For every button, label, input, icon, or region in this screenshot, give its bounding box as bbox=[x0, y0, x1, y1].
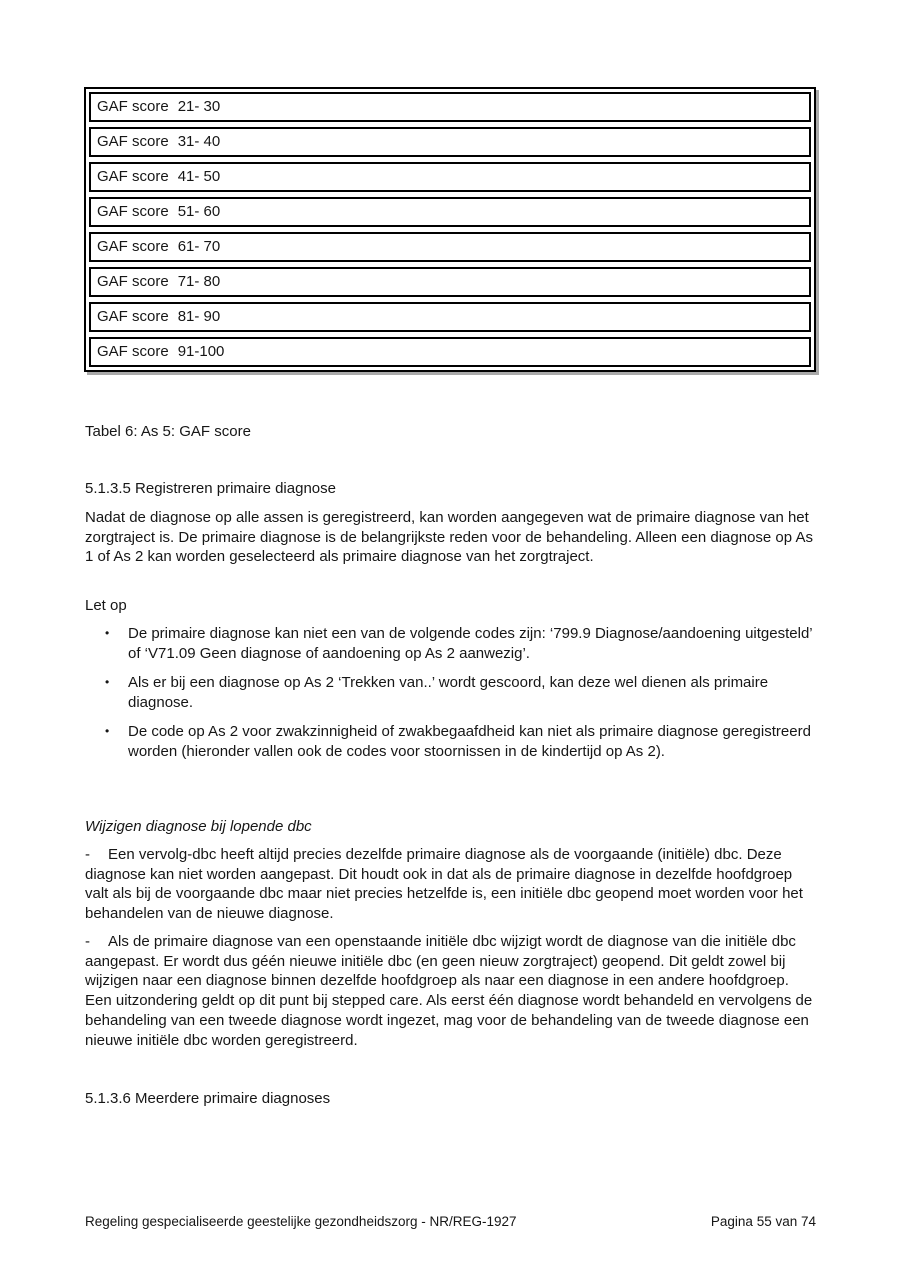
gaf-row-label: GAF score bbox=[97, 273, 169, 290]
gaf-row-range: 31- 40 bbox=[177, 133, 221, 150]
table-row bbox=[89, 92, 811, 122]
gaf-row-label: GAF score bbox=[97, 308, 169, 325]
footer-document-title: Regeling gespecialiseerde geestelijke gezondheidszorg - NR/REG-1927 bbox=[85, 1214, 517, 1229]
bullet-text: Als er bij een diagnose op As 2 ‘Trekken van..’ wordt gescoord, kan deze wel dienen als primaire diagnose. bbox=[128, 673, 769, 711]
dash-paragraph bbox=[85, 932, 816, 1050]
gaf-row-range: 51- 60 bbox=[177, 203, 221, 220]
list-item bbox=[85, 624, 816, 663]
bullet-text: De code op As 2 voor zwakzinnigheid of zwakbegaafdheid kan niet als primaire diagnose geregistreerd worden (hieronder vallen ook de codes voor stoornissen in de kindertijd op As 2). bbox=[128, 722, 811, 760]
gaf-row-label: GAF score bbox=[97, 343, 169, 360]
table-row bbox=[89, 162, 811, 192]
gaf-row-range: 91-100 bbox=[177, 343, 225, 360]
section-heading-5136: 5.1.3.6 Meerdere primaire diagnoses bbox=[85, 1090, 331, 1107]
list-item bbox=[85, 722, 816, 761]
gaf-row-range: 71- 80 bbox=[177, 273, 221, 290]
gaf-row-range: 41- 50 bbox=[177, 168, 221, 185]
dash-paragraph-text: Als de primaire diagnose van een openstaande initiële dbc wijzigt wordt de diagnose van die initiële dbc aangepast. Er wordt dus géén nieuwe initiële dbc (en geen nieuw zorgtraject) geopend. Dit geldt zowel bij wijzigen naar een diagnose binnen dezelfde hoofdgroep als naar een diagnose in een andere hoofdgroep. Een uitzondering geldt op dit punt bij stepped care. Als eerst één diagnose wordt behandeld en vervolgens de behandeling van een tweede diagnose wordt ingezet, mag voor de behandeling van de tweede diagnose een nieuwe initiële dbc worden geregistreerd. bbox=[85, 933, 813, 1049]
table-row bbox=[89, 197, 811, 227]
intro-paragraph: Nadat de diagnose op alle assen is geregistreerd, kan worden aangegeven wat de primaire diagnose van het zorgtraject is. De primaire diagnose is de belangrijkste reden voor de behandeling. Alleen een diagnose op As 1 of As 2 kan worden geselecteerd als primaire diagnose van het zorgtraject. bbox=[85, 509, 813, 566]
bullet-icon: • bbox=[105, 723, 110, 738]
table-row bbox=[89, 337, 811, 367]
table-caption: Tabel 6: As 5: GAF score bbox=[85, 423, 251, 440]
dash-marker: - bbox=[85, 846, 90, 863]
bullet-text: De primaire diagnose kan niet een van de volgende codes zijn: ‘799.9 Diagnose/aandoening uitgesteld’ of ‘V71.09 Geen diagnose of aandoening op As 2 aanwezig’. bbox=[128, 625, 813, 662]
gaf-row-range: 61- 70 bbox=[177, 238, 221, 255]
list-item bbox=[85, 673, 816, 712]
section-heading-5135: 5.1.3.5 Registreren primaire diagnose bbox=[85, 480, 336, 497]
note-heading: Let op bbox=[85, 597, 127, 614]
gaf-row-label: GAF score bbox=[97, 203, 169, 220]
gaf-row-label: GAF score bbox=[97, 168, 169, 185]
gaf-row-label: GAF score bbox=[97, 133, 169, 150]
note-bullet-list bbox=[85, 624, 816, 771]
gaf-row-label: GAF score bbox=[97, 98, 169, 115]
table-row bbox=[89, 127, 811, 157]
gaf-row-range: 81- 90 bbox=[177, 308, 221, 325]
bullet-icon: • bbox=[105, 626, 110, 640]
dash-paragraph-text: Een vervolg-dbc heeft altijd precies dezelfde primaire diagnose als de voorgaande (initiële) dbc. Deze diagnose kan niet worden aangepast. Dit houdt ook in dat als de primaire diagnose in dezelfde hoofdgroep valt als bij de voorgaande dbc maar niet precies hetzelfde is, een initiële dbc geopend moet worden voor het behandelen van de nieuwe diagnose. bbox=[85, 846, 803, 923]
dash-paragraph bbox=[85, 845, 816, 924]
dash-marker: - bbox=[85, 933, 90, 950]
gaf-row-range: 21- 30 bbox=[177, 98, 221, 115]
footer-page-number: Pagina 55 van 74 bbox=[710, 1214, 816, 1229]
page-footer bbox=[85, 1213, 816, 1230]
table-row bbox=[89, 232, 811, 262]
gaf-row-label: GAF score bbox=[97, 238, 169, 255]
table-row bbox=[89, 267, 811, 297]
table-row bbox=[89, 302, 811, 332]
bullet-icon: • bbox=[105, 674, 110, 689]
gaf-score-table bbox=[84, 87, 816, 372]
subheading-italic: Wijzigen diagnose bij lopende dbc bbox=[85, 818, 312, 835]
